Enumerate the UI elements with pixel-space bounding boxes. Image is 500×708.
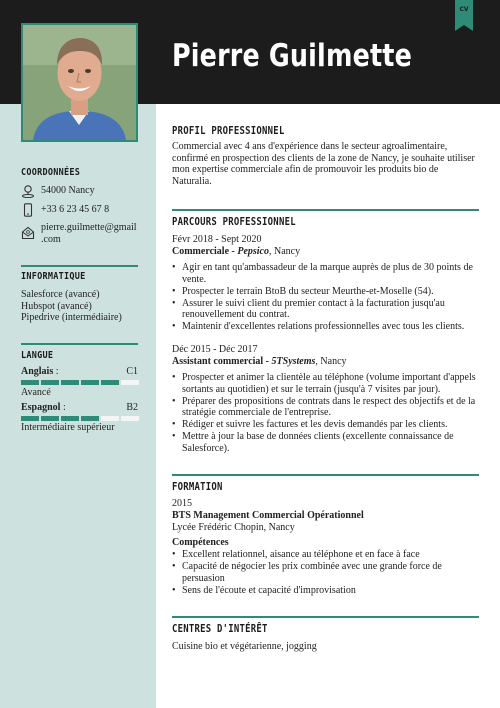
skills-title: Compétences — [172, 537, 229, 548]
location-pin-icon — [21, 184, 35, 198]
language-level: B2 — [126, 402, 138, 413]
level-segment-filled — [41, 416, 59, 421]
list-item: • Mettre à jour la base de données clients (excellente connaissance de Salesforce). — [172, 431, 479, 454]
interests-divider — [172, 616, 479, 618]
interests-text: Cuisine bio et végétarienne, jogging — [172, 641, 317, 652]
level-segment-filled — [21, 416, 39, 421]
list-item: • Prospecter le terrain BtoB du secteur Meurthe-et-Moselle (54). — [172, 286, 479, 298]
software-item: Salesforce (avancé) — [21, 289, 100, 300]
list-item: • Excellent relationnel, aisance au téléphone et en face à face — [172, 549, 479, 561]
list-item: • Prospecter et animer la clientèle au téléphone (volume important d'appels sortants au quotidien) et sur le terrain (jusqu'à 7 visites par jour). — [172, 372, 479, 395]
software-divider — [21, 265, 138, 267]
level-segment-filled — [21, 380, 39, 385]
list-item: • Maintenir d'excellentes relations professionnelles avec tous les clients. — [172, 321, 479, 333]
job-dates: Déc 2015 - Déc 2017 — [172, 344, 258, 355]
language-level: C1 — [126, 366, 138, 377]
level-segment-filled — [81, 416, 99, 421]
profile-section-title: PROFIL PROFESSIONNEL — [172, 125, 285, 137]
contact-address: 54000 Nancy — [41, 185, 95, 196]
level-segment-filled — [101, 380, 119, 385]
experience-section-title: PARCOURS PROFESSIONNEL — [172, 216, 296, 228]
experience-divider — [172, 209, 479, 211]
level-segment-empty — [121, 380, 139, 385]
profile-photo — [21, 23, 138, 142]
level-segment-filled — [41, 380, 59, 385]
contact-section-title: COORDONNÉES — [21, 167, 81, 178]
job-dates: Févr 2018 - Sept 2020 — [172, 234, 262, 245]
contact-email-line2: .com — [41, 233, 61, 245]
contact-email-line1: pierre.guilmette@gmail — [41, 222, 137, 233]
language-level-label: Intermédiaire supérieur — [21, 422, 115, 433]
candidate-name: Pierre Guilmette — [172, 38, 413, 74]
education-section-title: FORMATION — [172, 481, 223, 493]
list-item: • Préparer des propositions de contrats dans le respect des objectifs et de la stratégie commerciale de l'entreprise. — [172, 396, 479, 419]
language-level-label: Avancé — [21, 387, 51, 398]
envelope-icon — [21, 226, 35, 240]
software-item: Pipedrive (intermédiaire) — [21, 312, 122, 323]
cv-badge-label: CV — [459, 6, 469, 13]
education-year: 2015 — [172, 498, 192, 509]
profile-text: Commercial avec 4 ans d'expérience dans le secteur agroalimentaire, confirmé en prospection des clients de la zone de Nancy, je souhaite utiliser mon expertise commerciale afin de promouvoir les produits bio de Naturalia. — [172, 141, 475, 187]
language-name: Espagnol : — [21, 402, 66, 413]
level-segment-filled — [61, 380, 79, 385]
level-segment-empty — [121, 416, 139, 421]
list-item: • Rédiger et suivre les factures et les devis demandés par les clients. — [172, 419, 479, 431]
education-school: Lycée Frédéric Chopin, Nancy — [172, 522, 295, 533]
job-title: Assistant commercial - 5TSystems, Nancy — [172, 356, 347, 367]
interests-section-title: CENTRES D'INTÉRÊT — [172, 623, 268, 635]
language-level-bar — [21, 380, 139, 385]
software-list — [21, 289, 122, 324]
education-divider — [172, 474, 479, 476]
list-item: • Agir en tant qu'ambassadeur de la marque auprès de plus de 30 points de vente. — [172, 262, 479, 285]
language-section-title: LANGUE — [21, 350, 54, 361]
level-segment-filled — [61, 416, 79, 421]
language-name: Anglais : — [21, 366, 59, 377]
language-level-bar — [21, 416, 139, 421]
level-segment-filled — [81, 380, 99, 385]
contact-phone: +33 6 23 45 67 8 — [41, 204, 110, 215]
list-item: • Assurer le suivi client du premier contact à la facturation jusqu'au renouvellement du contrat. — [172, 298, 479, 321]
software-item: Hubspot (avancé) — [21, 300, 92, 312]
software-section-title: INFORMATIQUE — [21, 271, 86, 282]
phone-icon — [21, 203, 35, 217]
job-title: Commerciale - Pepsico, Nancy — [172, 246, 301, 257]
list-item: • Sens de l'écoute et capacité d'improvisation — [172, 585, 479, 597]
level-segment-empty — [101, 416, 119, 421]
cv-ribbon — [455, 0, 473, 25]
job-bullets — [172, 372, 479, 455]
portrait-photo — [23, 25, 136, 140]
list-item: • Capacité de négocier les prix combinée avec une grande force de persuasion — [172, 561, 479, 584]
job-bullets — [172, 262, 479, 333]
language-divider — [21, 343, 138, 345]
contact-email[interactable] — [41, 222, 137, 245]
education-degree: BTS Management Commercial Opérationnel — [172, 510, 364, 521]
skills-list — [172, 549, 479, 597]
